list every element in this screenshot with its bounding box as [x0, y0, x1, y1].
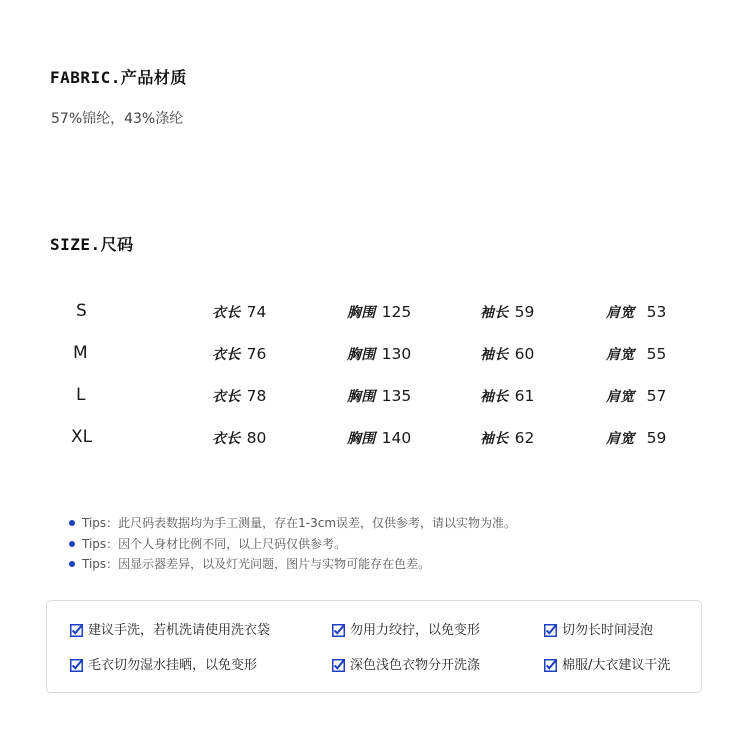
shoulder-value: 59 [646, 429, 667, 447]
length-value: 76 [246, 345, 267, 363]
sleeve-cell [480, 386, 534, 406]
tip-item [68, 534, 516, 555]
checkbox-checked-icon [332, 624, 345, 637]
sleeve-cell [480, 302, 534, 322]
care-item [70, 657, 257, 675]
bullet-dot-icon [69, 561, 75, 567]
length-label: 衣长 [212, 389, 241, 405]
fabric-composition: 57%锦纶，43%涤纶 [51, 111, 184, 127]
shoulder-cell [606, 386, 666, 406]
care-text: 深色浅色衣物分开洗涤 [350, 658, 481, 673]
tip-text: Tips：因个人身材比例不同，以上尺码仅供参考。 [82, 536, 347, 551]
chest-value: 140 [381, 429, 412, 447]
tips-list [68, 513, 516, 575]
sleeve-cell [480, 344, 534, 364]
chest-value: 125 [381, 303, 412, 321]
size-name: S [76, 301, 87, 321]
care-text: 棉服/大衣建议干洗 [562, 658, 671, 673]
shoulder-label: 肩宽 [606, 347, 635, 363]
sleeve-value: 62 [514, 429, 535, 447]
sleeve-label: 袖长 [480, 347, 509, 363]
length-cell [212, 302, 266, 322]
length-cell [212, 428, 266, 448]
checkbox-checked-icon [70, 624, 83, 637]
shoulder-cell [606, 344, 666, 364]
shoulder-label: 肩宽 [606, 389, 635, 405]
shoulder-value: 55 [646, 345, 667, 363]
sleeve-value: 59 [514, 303, 535, 321]
sleeve-label: 袖长 [480, 389, 509, 405]
shoulder-value: 53 [646, 303, 667, 321]
care-text: 建议手洗，若机洗请使用洗衣袋 [88, 623, 271, 638]
sleeve-value: 60 [514, 345, 535, 363]
chest-value: 130 [381, 345, 412, 363]
care-text: 勿用力绞拧，以免变形 [350, 623, 481, 638]
bullet-dot-icon [69, 520, 75, 526]
tip-item [68, 513, 516, 534]
length-cell [212, 386, 266, 406]
bullet-dot-icon [69, 541, 75, 547]
shoulder-value: 57 [646, 387, 667, 405]
size-name: M [73, 343, 88, 363]
chest-label: 胸围 [347, 389, 376, 405]
care-text: 毛衣切勿湿水挂晒，以免变形 [88, 658, 258, 673]
tip-text: Tips：此尺码表数据均为手工测量，存在1-3cm误差，仅供参考，请以实物为准。 [82, 516, 517, 530]
length-value: 78 [246, 387, 267, 405]
checkbox-checked-icon [332, 659, 345, 672]
size-name: XL [71, 427, 93, 447]
fabric-title: FABRIC.产品材质 [50, 68, 187, 87]
care-item [70, 622, 270, 640]
chest-cell [347, 344, 411, 364]
sleeve-label: 袖长 [480, 431, 509, 447]
chest-label: 胸围 [347, 305, 376, 321]
care-instructions-box [46, 600, 702, 693]
sleeve-label: 袖长 [480, 305, 509, 321]
size-name: L [76, 385, 86, 405]
chest-cell [347, 386, 411, 406]
checkbox-checked-icon [544, 624, 557, 637]
length-label: 衣长 [212, 431, 241, 447]
care-item [332, 622, 480, 640]
care-item [332, 657, 480, 675]
chest-cell [347, 428, 411, 448]
care-item [544, 622, 653, 640]
chest-value: 135 [381, 387, 412, 405]
sleeve-cell [480, 428, 534, 448]
checkbox-checked-icon [544, 659, 557, 672]
tip-item [68, 554, 516, 575]
size-title: SIZE.尺码 [50, 235, 134, 254]
shoulder-label: 肩宽 [606, 431, 635, 447]
shoulder-cell [606, 302, 666, 322]
length-value: 80 [246, 429, 267, 447]
chest-cell [347, 302, 411, 322]
shoulder-label: 肩宽 [606, 305, 635, 321]
care-item [544, 657, 670, 675]
length-label: 衣长 [212, 305, 241, 321]
length-label: 衣长 [212, 347, 241, 363]
shoulder-cell [606, 428, 666, 448]
sleeve-value: 61 [514, 387, 535, 405]
chest-label: 胸围 [347, 431, 376, 447]
length-value: 74 [246, 303, 267, 321]
tip-text: Tips：因显示器差异，以及灯光问题，图片与实物可能存在色差。 [82, 557, 431, 571]
length-cell [212, 344, 266, 364]
chest-label: 胸围 [347, 347, 376, 363]
checkbox-checked-icon [70, 659, 83, 672]
care-text: 切勿长时间浸泡 [562, 623, 654, 638]
